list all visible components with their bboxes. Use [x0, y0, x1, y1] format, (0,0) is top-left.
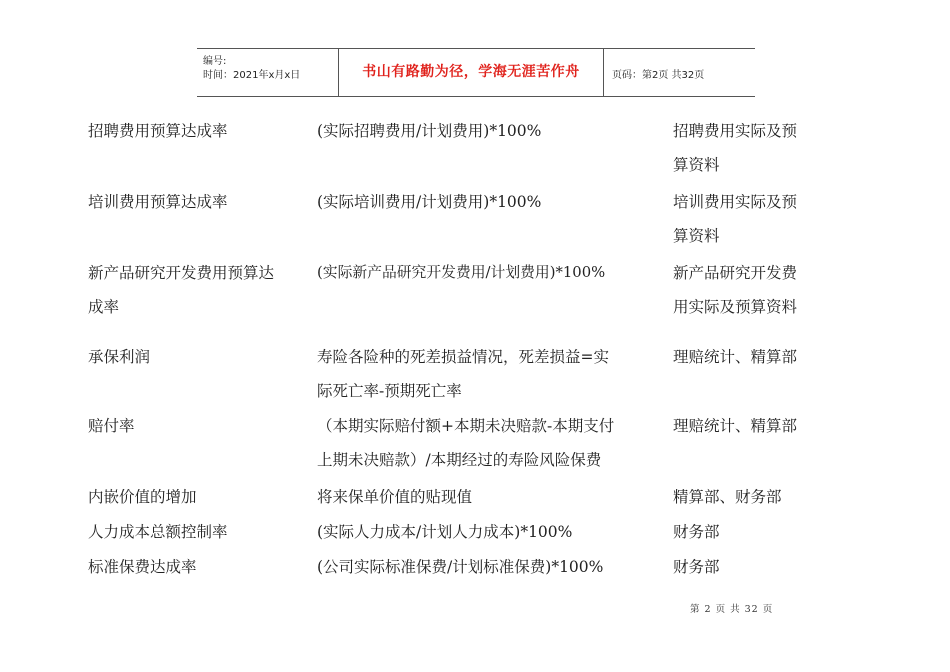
- indicator-source: 精算部、财务部: [673, 488, 782, 506]
- indicator-formula: (实际培训费用/计划费用)*100%: [317, 193, 542, 211]
- document-number-label: 编号:: [203, 56, 227, 67]
- indicator-name: 承保利润: [88, 348, 151, 366]
- indicator-name: 招聘费用预算达成率: [88, 122, 228, 140]
- indicator-formula: (实际人力成本/计划人力成本)*100%: [317, 523, 573, 541]
- indicator-source: 招聘费用实际及预 算资料: [673, 122, 798, 174]
- indicator-name: 标准保费达成率: [88, 558, 197, 576]
- header-meta-cell: [197, 49, 339, 96]
- document-date: 时间：2021年x月x日: [203, 70, 301, 81]
- indicator-source: 新产品研究开发费 用实际及预算资料: [673, 264, 798, 316]
- header-motto: 书山有路勤为径，学海无涯苦作舟: [362, 64, 580, 80]
- indicator-source: 培训费用实际及预 算资料: [673, 193, 798, 245]
- indicator-formula: (实际新产品研究开发费用/计划费用)*100%: [317, 264, 606, 281]
- header-page-number: 页码：第2页 共32页: [612, 70, 705, 81]
- indicator-source: 理赔统计、精算部: [673, 417, 798, 435]
- indicator-formula: 将来保单价值的贴现值: [317, 488, 473, 506]
- page-header: [197, 48, 755, 97]
- indicator-name: 内嵌价值的增加: [88, 488, 197, 506]
- indicator-formula: 寿险各险种的死差损益情况，死差损益=实 际死亡率-预期死亡率: [317, 348, 609, 400]
- header-page-cell: [603, 49, 755, 96]
- indicator-formula: (公司实际标准保费/计划标准保费)*100%: [317, 558, 604, 576]
- page-footer: 第 2 页 共 32 页: [690, 604, 774, 615]
- indicator-name: 人力成本总额控制率: [88, 523, 228, 541]
- indicator-source: 理赔统计、精算部: [673, 348, 798, 366]
- indicator-name: 新产品研究开发费用预算达 成率: [88, 264, 275, 316]
- indicator-source: 财务部: [673, 523, 720, 541]
- indicator-formula: (实际招聘费用/计划费用)*100%: [317, 122, 542, 140]
- indicator-source: 财务部: [673, 558, 720, 576]
- indicator-name: 培训费用预算达成率: [88, 193, 228, 211]
- indicator-formula: （本期实际赔付额+本期未决赔款-本期支付 上期未决赔款）/本期经过的寿险风险保费: [317, 417, 615, 469]
- indicator-name: 赔付率: [88, 417, 135, 435]
